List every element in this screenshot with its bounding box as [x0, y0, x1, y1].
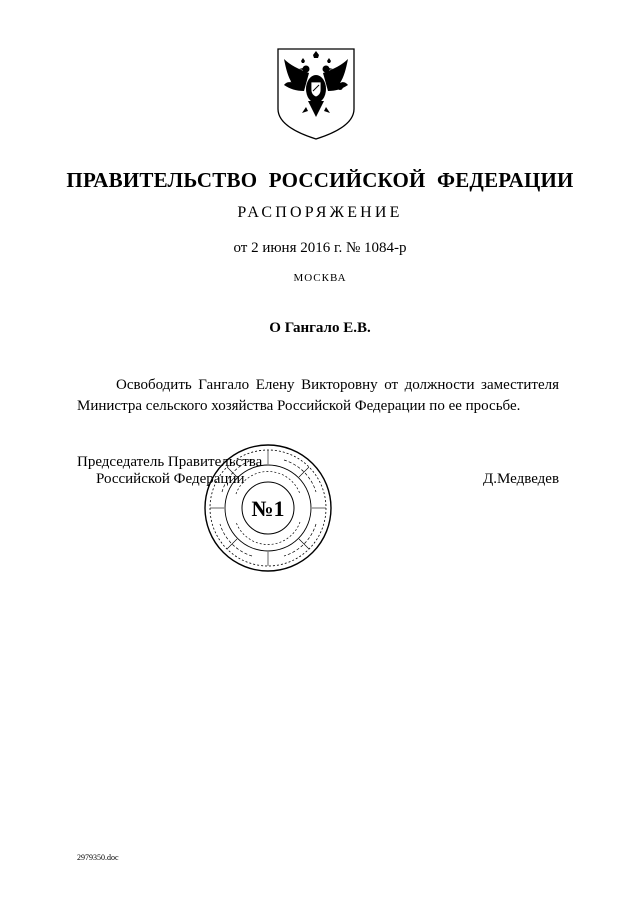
document-subject: О Гангало Е.В. — [269, 320, 371, 336]
document-city: МОСКВА — [293, 272, 347, 284]
seal-number: №1 — [251, 496, 285, 521]
file-code: 2979350.doc — [77, 853, 119, 862]
coat-of-arms-icon — [276, 47, 356, 141]
signatory-position-line-1: Председатель Правительства — [77, 454, 263, 470]
document-date-number: от 2 июня 2016 г. № 1084-р — [233, 240, 407, 256]
signatory-name: Д.Медведев — [483, 471, 560, 487]
government-title: ПРАВИТЕЛЬСТВО РОССИЙСКОЙ ФЕДЕРАЦИИ — [66, 168, 574, 192]
body-text-line-2: Министра сельского хозяйства Российской Федерации по ее просьбе. — [77, 398, 521, 414]
body-text-line-1: Освободить Гангало Елену Викторовну от должности заместителя — [116, 377, 559, 393]
signatory-position-line-2: Российской Федерации — [96, 471, 245, 487]
official-seal-icon — [202, 442, 334, 574]
document-type: РАСПОРЯЖЕНИЕ — [237, 204, 403, 221]
